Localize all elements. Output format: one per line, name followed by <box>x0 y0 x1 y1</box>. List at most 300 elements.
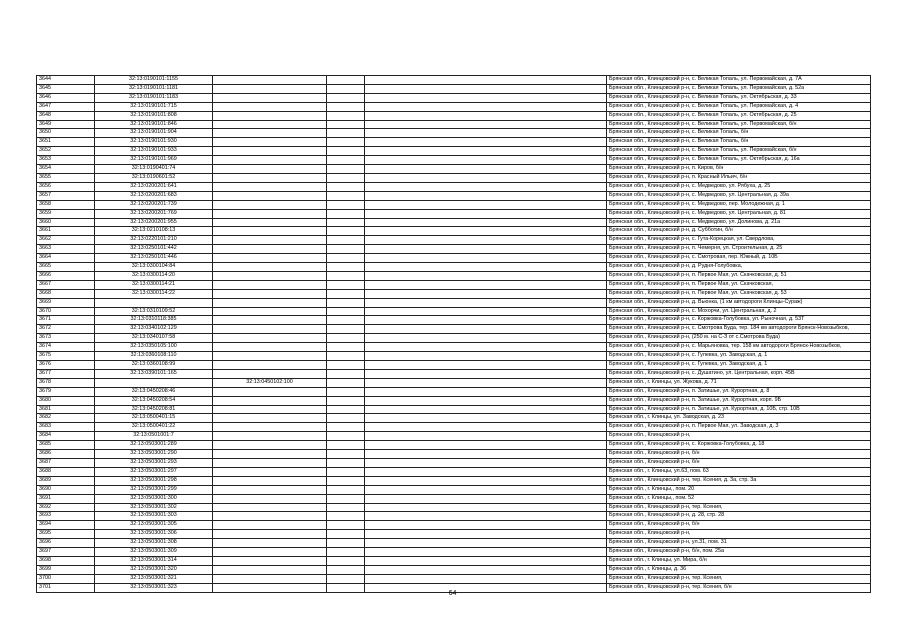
empty-cell <box>327 182 365 191</box>
row-number-cell: 3680 <box>37 396 95 405</box>
table-row <box>37 476 871 485</box>
row-number-cell: 3665 <box>37 263 95 272</box>
row-number-cell: 3684 <box>37 432 95 441</box>
empty-cell <box>365 254 607 263</box>
row-number-cell: 3669 <box>37 298 95 307</box>
row-number-cell: 3692 <box>37 503 95 512</box>
empty-cell <box>365 396 607 405</box>
row-number-cell: 3651 <box>37 138 95 147</box>
empty-cell <box>327 334 365 343</box>
empty-cell <box>365 467 607 476</box>
row-number-cell: 3662 <box>37 236 95 245</box>
address-cell: Брянская обл., Клинцовский р-н, п. Затишье, ул. Курортная, д. 10Б, стр. 10В <box>607 405 871 414</box>
empty-cell <box>327 111 365 120</box>
address-cell: Брянская обл., Клинцовский р-н, б/н <box>607 521 871 530</box>
cadastral-number-cell <box>95 298 213 307</box>
address-cell: Брянская обл., г. Клинцы, ул. Жукова, д. 71 <box>607 378 871 387</box>
row-number-cell: 3691 <box>37 494 95 503</box>
empty-cell <box>327 129 365 138</box>
empty-cell <box>365 138 607 147</box>
empty-cell <box>327 307 365 316</box>
table-row <box>37 173 871 182</box>
cadastral-number-cell: 32:13:0503001:299 <box>95 485 213 494</box>
table-row <box>37 361 871 370</box>
cadastral-number-alt-cell <box>213 76 327 85</box>
table-row <box>37 512 871 521</box>
table-row <box>37 200 871 209</box>
cadastral-number-alt-cell <box>213 173 327 182</box>
cadastral-number-alt-cell <box>213 485 327 494</box>
cadastral-number-alt-cell <box>213 521 327 530</box>
empty-cell <box>365 165 607 174</box>
address-cell: Брянская обл., Клинцовский р-н, с. Великая Топаль, ул. Октябрьская, д. 33 <box>607 93 871 102</box>
cadastral-number-cell: 32:13:0190101:715 <box>95 102 213 111</box>
empty-cell <box>365 494 607 503</box>
table-row <box>37 316 871 325</box>
cadastral-number-alt-cell <box>213 574 327 583</box>
empty-cell <box>327 218 365 227</box>
address-cell: Брянская обл., Клинцовский р-н, п. Киров, б/н <box>607 165 871 174</box>
cadastral-number-alt-cell <box>213 307 327 316</box>
cadastral-number-alt-cell <box>213 512 327 521</box>
row-number-cell: 3697 <box>37 548 95 557</box>
cadastral-number-cell: 32:13:0450208:81 <box>95 405 213 414</box>
address-cell: Брянская обл., Клинцовский р-н, с. Медведово, ул. Долинова, д. 21а <box>607 218 871 227</box>
row-number-cell: 3677 <box>37 369 95 378</box>
address-cell: Брянская обл., Клинцовский р-н, с. Душатино, ул. Центральная, корп. 45В <box>607 369 871 378</box>
empty-cell <box>327 120 365 129</box>
cadastral-number-cell: 32:13:0200201:769 <box>95 209 213 218</box>
cadastral-number-cell: 32:13:0503001:289 <box>95 441 213 450</box>
cadastral-number-alt-cell <box>213 325 327 334</box>
empty-cell <box>327 227 365 236</box>
cadastral-number-cell: 32:13:0500401:22 <box>95 423 213 432</box>
table-row <box>37 325 871 334</box>
cadastral-number-cell: 32:13:0190101:1181 <box>95 84 213 93</box>
empty-cell <box>365 387 607 396</box>
row-number-cell: 3676 <box>37 361 95 370</box>
cadastral-number-alt-cell <box>213 396 327 405</box>
address-cell: Брянская обл., Клинцовский р-н, с. Мохорчи, ул. Центральная, д. 2 <box>607 307 871 316</box>
empty-cell <box>327 556 365 565</box>
table-row <box>37 156 871 165</box>
cadastral-number-alt-cell <box>213 156 327 165</box>
empty-cell <box>327 414 365 423</box>
empty-cell <box>365 450 607 459</box>
row-number-cell: 3673 <box>37 334 95 343</box>
empty-cell <box>365 548 607 557</box>
row-number-cell: 3644 <box>37 76 95 85</box>
address-cell: Брянская обл., г. Клинцы, ул. Заводская, д. 23 <box>607 414 871 423</box>
address-cell: Брянская обл., Клинцовский р-н, с. Великая Топаль, б/н <box>607 129 871 138</box>
empty-cell <box>365 441 607 450</box>
address-cell: Брянская обл., Клинцовский р-н, б/н <box>607 450 871 459</box>
table-row <box>37 530 871 539</box>
empty-cell <box>327 352 365 361</box>
cadastral-number-cell: 32:13:0300114:22 <box>95 289 213 298</box>
registry-sheet <box>36 75 870 593</box>
cadastral-number-alt-cell <box>213 556 327 565</box>
empty-cell <box>327 485 365 494</box>
empty-cell <box>327 378 365 387</box>
address-cell: Брянская обл., Клинцовский р-н, с. Великая Топаль, ул. Первомайская, б/н <box>607 120 871 129</box>
cadastral-number-alt-cell <box>213 209 327 218</box>
table-row <box>37 450 871 459</box>
table-row <box>37 129 871 138</box>
empty-cell <box>365 227 607 236</box>
empty-cell <box>365 325 607 334</box>
cadastral-number-cell: 32:13:0200201:955 <box>95 218 213 227</box>
cadastral-number-alt-cell <box>213 102 327 111</box>
empty-cell <box>327 76 365 85</box>
empty-cell <box>365 539 607 548</box>
row-number-cell: 3686 <box>37 450 95 459</box>
empty-cell <box>365 289 607 298</box>
page-number: 64 <box>448 590 457 597</box>
cadastral-number-alt-cell <box>213 111 327 120</box>
cadastral-number-alt-cell <box>213 467 327 476</box>
row-number-cell: 3678 <box>37 378 95 387</box>
cadastral-number-alt-cell <box>213 165 327 174</box>
table-row <box>37 503 871 512</box>
cadastral-number-alt-cell <box>213 93 327 102</box>
table-row <box>37 271 871 280</box>
empty-cell <box>365 369 607 378</box>
empty-cell <box>327 530 365 539</box>
cadastral-number-cell: 32:13:0503001:297 <box>95 467 213 476</box>
empty-cell <box>327 450 365 459</box>
cadastral-number-cell: 32:13:0300114:20 <box>95 271 213 280</box>
cadastral-number-alt-cell <box>213 548 327 557</box>
cadastral-number-alt-cell <box>213 387 327 396</box>
cadastral-number-cell: 32:13:0190101:969 <box>95 156 213 165</box>
table-row <box>37 263 871 272</box>
empty-cell <box>327 191 365 200</box>
cadastral-number-cell: 32:13:0503001:298 <box>95 476 213 485</box>
empty-cell <box>327 236 365 245</box>
address-cell: Брянская обл., Клинцовский р-н, с. Коржовка-Голубовка, ул. Рыночная, д. 53Т <box>607 316 871 325</box>
table-row <box>37 467 871 476</box>
empty-cell <box>365 521 607 530</box>
table-row <box>37 485 871 494</box>
empty-cell <box>365 93 607 102</box>
address-cell: Брянская обл., Клинцовский р-н, с. Медведово, ул. Центральная, д. 39а <box>607 191 871 200</box>
row-number-cell: 3660 <box>37 218 95 227</box>
address-cell: Брянская обл., Клинцовский р-н, с. Смотровая, пер. Южный, д. 10Б <box>607 254 871 263</box>
row-number-cell: 3666 <box>37 271 95 280</box>
row-number-cell: 3687 <box>37 458 95 467</box>
cadastral-number-cell: 32:13:0210108:13 <box>95 227 213 236</box>
empty-cell <box>327 467 365 476</box>
empty-cell <box>327 574 365 583</box>
empty-cell <box>365 173 607 182</box>
cadastral-number-cell: 32:13:0340107:58 <box>95 334 213 343</box>
empty-cell <box>327 93 365 102</box>
cadastral-number-alt-cell <box>213 450 327 459</box>
row-number-cell: 3694 <box>37 521 95 530</box>
cadastral-number-alt-cell <box>213 316 327 325</box>
empty-cell <box>327 565 365 574</box>
empty-cell <box>365 432 607 441</box>
address-cell: Брянская обл., Клинцовский р-н, п. Первое Мая, ул. Скачковская, д. 51 <box>607 271 871 280</box>
empty-cell <box>327 138 365 147</box>
empty-cell <box>327 156 365 165</box>
cadastral-number-alt-cell <box>213 369 327 378</box>
empty-cell <box>365 307 607 316</box>
row-number-cell: 3646 <box>37 93 95 102</box>
cadastral-number-alt-cell <box>213 200 327 209</box>
empty-cell <box>365 263 607 272</box>
cadastral-number-alt-cell <box>213 565 327 574</box>
empty-cell <box>365 423 607 432</box>
address-cell: Брянская обл., Клинцовский р-н, б/н <box>607 458 871 467</box>
cadastral-number-alt-cell <box>213 84 327 93</box>
empty-cell <box>365 414 607 423</box>
address-cell: Брянская обл., Клинцовский р-н, с. Гулевка, ул. Заводская, д. 1 <box>607 352 871 361</box>
empty-cell <box>365 191 607 200</box>
address-cell: Брянская обл., Клинцовский р-н, п. Первое Мая, ул. Скачковская, д. 53 <box>607 289 871 298</box>
table-row <box>37 548 871 557</box>
empty-cell <box>365 334 607 343</box>
address-cell: Брянская обл., г. Клинцы, ул.63, пом. 63 <box>607 467 871 476</box>
address-cell: Брянская обл., Клинцовский р-н, с. Медведово, ул. Центральная, д. 81 <box>607 209 871 218</box>
table-row <box>37 432 871 441</box>
table-row <box>37 236 871 245</box>
cadastral-number-alt-cell <box>213 218 327 227</box>
address-cell: Брянская обл., Клинцовский р-н, с. Медведово, ул. Рябуха, д. 25 <box>607 182 871 191</box>
row-number-cell: 3652 <box>37 147 95 156</box>
row-number-cell: 3650 <box>37 129 95 138</box>
row-number-cell: 3663 <box>37 245 95 254</box>
table-row <box>37 289 871 298</box>
address-cell: Брянская обл., Клинцовский р-н, с. Марьяновка, тер. 158 км автодороги Брянск-Новозыбков, <box>607 343 871 352</box>
cadastral-number-cell: 32:13:0503001:321 <box>95 574 213 583</box>
address-cell: Брянская обл., Клинцовский р-н, д. 28, стр. 28 <box>607 512 871 521</box>
cadastral-number-alt-cell <box>213 182 327 191</box>
row-number-cell: 3658 <box>37 200 95 209</box>
empty-cell <box>327 396 365 405</box>
empty-cell <box>327 521 365 530</box>
table-row <box>37 458 871 467</box>
row-number-cell: 3671 <box>37 316 95 325</box>
table-row <box>37 191 871 200</box>
empty-cell <box>365 200 607 209</box>
empty-cell <box>365 182 607 191</box>
cadastral-number-cell: 32:13:0190601:52 <box>95 173 213 182</box>
empty-cell <box>327 271 365 280</box>
cadastral-number-alt-cell <box>213 414 327 423</box>
row-number-cell: 3700 <box>37 574 95 583</box>
cadastral-number-alt-cell <box>213 245 327 254</box>
empty-cell <box>327 325 365 334</box>
table-row <box>37 209 871 218</box>
empty-cell <box>365 343 607 352</box>
address-cell: Брянская обл., Клинцовский р-н, с. Великая Топаль, б/н <box>607 138 871 147</box>
cadastral-number-cell: 32:13:0200201:641 <box>95 182 213 191</box>
row-number-cell: 3645 <box>37 84 95 93</box>
row-number-cell: 3670 <box>37 307 95 316</box>
cadastral-number-alt-cell <box>213 476 327 485</box>
address-cell: Брянская обл., Клинцовский р-н, с. Великая Топаль, ул. Октябрьская, д. 25 <box>607 111 871 120</box>
table-row <box>37 405 871 414</box>
empty-cell <box>327 423 365 432</box>
registry-table-body <box>37 76 871 593</box>
empty-cell <box>365 530 607 539</box>
cadastral-number-cell: 32:13:0503001:308 <box>95 539 213 548</box>
cadastral-number-alt-cell <box>213 423 327 432</box>
cadastral-number-alt-cell <box>213 530 327 539</box>
cadastral-number-cell: 32:13:0200201:739 <box>95 200 213 209</box>
row-number-cell: 3699 <box>37 565 95 574</box>
address-cell: Брянская обл., Клинцовский р-н, тер. Ксения, б/н <box>607 583 871 592</box>
cadastral-number-cell: 32:13:0500401:15 <box>95 414 213 423</box>
cadastral-number-cell: 32:13:0190101:846 <box>95 120 213 129</box>
empty-cell <box>327 209 365 218</box>
address-cell: Брянская обл., Клинцовский р-н, с. Великая Топаль, ул. Октябрьская, д. 16а <box>607 156 871 165</box>
row-number-cell: 3690 <box>37 485 95 494</box>
empty-cell <box>327 548 365 557</box>
address-cell: Брянская обл., Клинцовский р-н, с. Медведово, пер. Молодежная, д. 1 <box>607 200 871 209</box>
cadastral-number-cell: 32:13:0503001:323 <box>95 583 213 592</box>
table-row <box>37 102 871 111</box>
empty-cell <box>327 503 365 512</box>
empty-cell <box>365 503 607 512</box>
table-row <box>37 120 871 129</box>
cadastral-number-cell: 32:13:0200201:683 <box>95 191 213 200</box>
address-cell: Брянская обл., г. Клинцы, д. 36 <box>607 565 871 574</box>
empty-cell <box>365 458 607 467</box>
empty-cell <box>365 218 607 227</box>
cadastral-number-cell: 32:13:0360108:99 <box>95 361 213 370</box>
table-row <box>37 218 871 227</box>
table-row <box>37 539 871 548</box>
row-number-cell: 3682 <box>37 414 95 423</box>
empty-cell <box>327 432 365 441</box>
empty-cell <box>327 173 365 182</box>
row-number-cell: 3674 <box>37 343 95 352</box>
cadastral-number-cell: 32:13:0190101:1183 <box>95 93 213 102</box>
address-cell: Брянская обл., Клинцовский р-н, д. Субботин, б/н <box>607 227 871 236</box>
empty-cell <box>365 245 607 254</box>
cadastral-number-alt-cell <box>213 236 327 245</box>
cadastral-number-cell: 32:13:0503001:309 <box>95 548 213 557</box>
address-cell: Брянская обл., г. Клинцы,, пом. 52 <box>607 494 871 503</box>
row-number-cell: 3648 <box>37 111 95 120</box>
cadastral-number-cell: 32:13:0190101:933 <box>95 147 213 156</box>
address-cell: Брянская обл., Клинцовский р-н, д. Вьюнка, (1 км автодороги Клинцы-Сураж) <box>607 298 871 307</box>
empty-cell <box>327 245 365 254</box>
cadastral-number-alt-cell <box>213 120 327 129</box>
table-row <box>37 76 871 85</box>
cadastral-number-alt-cell <box>213 539 327 548</box>
empty-cell <box>365 352 607 361</box>
empty-cell <box>365 574 607 583</box>
empty-cell <box>365 298 607 307</box>
table-row <box>37 423 871 432</box>
cadastral-number-alt-cell <box>213 458 327 467</box>
address-cell: Брянская обл., Клинцовский р-н, п. Чемерня, ул. Строительная, д. 25 <box>607 245 871 254</box>
cadastral-number-alt-cell <box>213 334 327 343</box>
empty-cell <box>327 369 365 378</box>
empty-cell <box>365 280 607 289</box>
empty-cell <box>365 512 607 521</box>
row-number-cell: 3683 <box>37 423 95 432</box>
cadastral-number-cell: 32:13:0503001:305 <box>95 521 213 530</box>
cadastral-number-alt-cell <box>213 138 327 147</box>
cadastral-number-alt-cell <box>213 263 327 272</box>
address-cell: Брянская обл., Клинцовский р-н, п. Первое Мая, ул. Заводская, д. 3 <box>607 423 871 432</box>
table-row <box>37 182 871 191</box>
address-cell: Брянская обл., Клинцовский р-н, д. Рудня-Голубовка, <box>607 263 871 272</box>
row-number-cell: 3689 <box>37 476 95 485</box>
table-row <box>37 138 871 147</box>
row-number-cell: 3657 <box>37 191 95 200</box>
empty-cell <box>365 236 607 245</box>
cadastral-number-cell: 32:13:0360108:110 <box>95 352 213 361</box>
empty-cell <box>365 156 607 165</box>
table-row <box>37 165 871 174</box>
cadastral-number-alt-cell <box>213 289 327 298</box>
empty-cell <box>327 441 365 450</box>
empty-cell <box>365 271 607 280</box>
empty-cell <box>327 405 365 414</box>
empty-cell <box>365 361 607 370</box>
empty-cell <box>327 263 365 272</box>
table-row <box>37 414 871 423</box>
cadastral-number-alt-cell <box>213 280 327 289</box>
empty-cell <box>327 387 365 396</box>
empty-cell <box>365 209 607 218</box>
cadastral-number-alt-cell <box>213 298 327 307</box>
cadastral-number-cell: 32:13:0300104:84 <box>95 263 213 272</box>
empty-cell <box>327 147 365 156</box>
empty-cell <box>365 129 607 138</box>
address-cell: Брянская обл., Клинцовский р-н, ул.31, пом. 31 <box>607 539 871 548</box>
row-number-cell: 3664 <box>37 254 95 263</box>
empty-cell <box>327 476 365 485</box>
row-number-cell: 3656 <box>37 182 95 191</box>
row-number-cell: 3654 <box>37 165 95 174</box>
row-number-cell: 3661 <box>37 227 95 236</box>
empty-cell <box>327 539 365 548</box>
cadastral-number-cell: 32:13:0503001:314 <box>95 556 213 565</box>
empty-cell <box>327 84 365 93</box>
cadastral-number-cell: 32:13:0310118:385 <box>95 316 213 325</box>
cadastral-number-cell: 32:13:0390101:165 <box>95 369 213 378</box>
address-cell: Брянская обл., Клинцовский р-н, п. Красный Ильич, б/н <box>607 173 871 182</box>
address-cell: Брянская обл., Клинцовский р-н, с. Великая Топаль, ул. Первомайская, д. 52а <box>607 84 871 93</box>
cadastral-number-cell: 32:13:0503001:306 <box>95 530 213 539</box>
empty-cell <box>327 102 365 111</box>
cadastral-number-cell: 32:13:0300114:21 <box>95 280 213 289</box>
cadastral-number-cell: 32:13:0501001:7 <box>95 432 213 441</box>
cadastral-number-alt-cell <box>213 494 327 503</box>
address-cell: Брянская обл., Клинцовский р-н, п. Затишье, ул. Курортная, д. 8 <box>607 387 871 396</box>
address-cell: Брянская обл., Клинцовский р-н, с. Смотрова Буда, тер. 184 км автодороги Брянск-Новозыбков, <box>607 325 871 334</box>
row-number-cell: 3667 <box>37 280 95 289</box>
cadastral-number-alt-cell <box>213 352 327 361</box>
row-number-cell: 3698 <box>37 556 95 565</box>
empty-cell <box>327 458 365 467</box>
cadastral-number-cell: 32:13:0340102:129 <box>95 325 213 334</box>
row-number-cell: 3672 <box>37 325 95 334</box>
cadastral-number-cell: 32:13:0503001:320 <box>95 565 213 574</box>
table-row <box>37 556 871 565</box>
cadastral-number-alt-cell <box>213 343 327 352</box>
cadastral-number-alt-cell <box>213 191 327 200</box>
cadastral-number-cell: 32:13:0503001:303 <box>95 512 213 521</box>
empty-cell <box>327 165 365 174</box>
